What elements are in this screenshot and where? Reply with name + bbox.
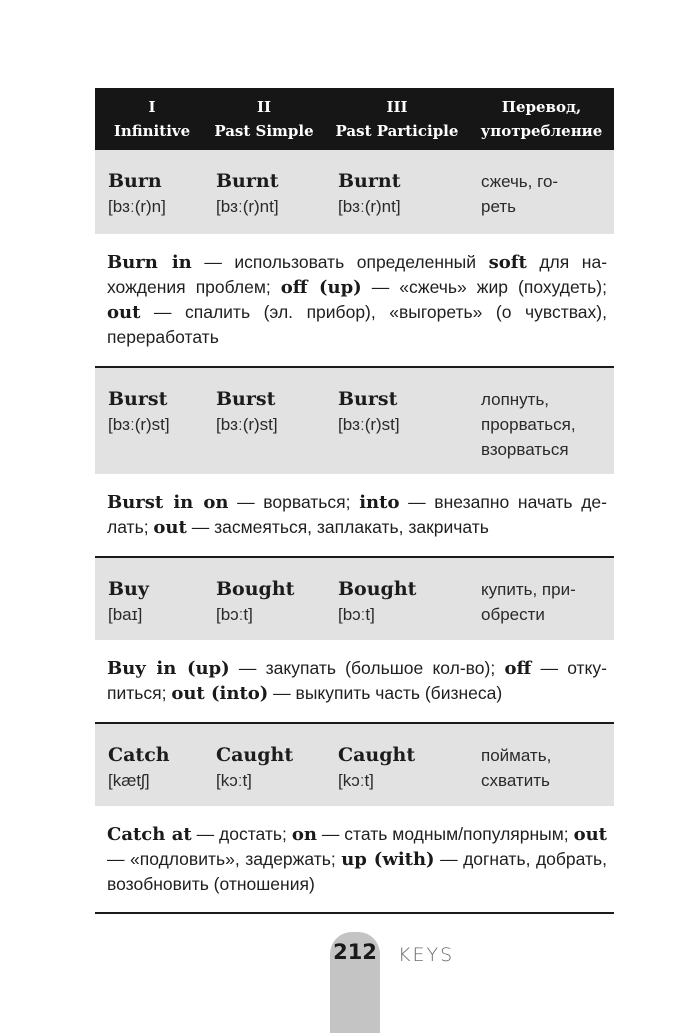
header-infinitive: I Infinitive: [113, 98, 191, 140]
phrasal-particle: soft: [488, 252, 527, 273]
usage-text: — спалить (эл. прибор), «выгореть» (о чувствах), переработать: [107, 302, 607, 347]
phrasal-particle: out (into): [171, 683, 269, 704]
phrasal-particle: out: [107, 302, 141, 323]
page-number: 212: [333, 940, 377, 964]
phrasal-particle: Catch at: [107, 824, 192, 845]
phrasal-particle: off (up): [280, 277, 362, 298]
phrasal-particle: Burn in: [107, 252, 192, 273]
phrasal-particle: Buy in (up): [107, 658, 230, 679]
verb-row-buy: [95, 558, 614, 640]
phrasal-particle: off: [504, 658, 532, 679]
usage-text: — «сжечь» жир (похудеть);: [361, 277, 607, 297]
translation-cell: купить, при- обрести: [481, 580, 576, 624]
phrasal-particle: out: [573, 824, 607, 845]
usage-text: — закупать (большое кол-во);: [229, 658, 505, 678]
infinitive-cell: Burst [bɜː(r)st]: [108, 388, 170, 434]
phrasal-particle: on: [291, 824, 317, 845]
past-participle-cell: Burnt [bɜː(r)nt]: [338, 170, 401, 216]
translation-cell: поймать, схватить: [481, 746, 552, 790]
phrasal-particle: up (with): [341, 849, 435, 870]
past-simple-cell: Bought [bɔːt]: [216, 578, 295, 624]
verb-table: [95, 88, 614, 914]
usage-text: — использовать определенный: [191, 252, 489, 272]
usage-text: для нахождения проблем;: [107, 252, 608, 297]
verb-row-catch: [95, 724, 614, 806]
translation-cell: лопнуть, прорваться, взорваться: [481, 390, 576, 459]
past-simple-cell: Burst [bɜː(r)st]: [216, 388, 278, 434]
infinitive-cell: Burn [bɜː(r)n]: [108, 170, 166, 216]
divider: [95, 912, 614, 914]
usage-note: [95, 640, 614, 722]
past-participle-cell: Caught [kɔːt]: [338, 744, 416, 790]
past-simple-cell: Burnt [bɜː(r)nt]: [216, 170, 279, 216]
usage-text: — догнать, добрать, возобновить (отношения): [107, 849, 607, 894]
usage-text: — внезапно начать делать;: [107, 492, 607, 537]
translation-cell: сжечь, го- реть: [481, 172, 559, 216]
infinitive-cell: Buy [baɪ]: [108, 578, 149, 624]
usage-text: — достать;: [191, 824, 292, 844]
table-header: [95, 88, 614, 150]
phrasal-particle: Burst in on: [107, 492, 229, 513]
past-participle-cell: Bought [bɔːt]: [338, 578, 417, 624]
usage-text: — засмеяться, заплакать, закричать: [186, 517, 489, 537]
header-translation: Перевод, употребление: [480, 98, 603, 140]
past-simple-cell: Caught [kɔːt]: [216, 744, 294, 790]
usage-text: — ворваться;: [228, 492, 360, 512]
section-label: KEYS: [398, 944, 455, 966]
usage-text: — откупиться;: [107, 658, 607, 703]
usage-text: — «подловить», задержать;: [107, 849, 342, 869]
usage-note: [95, 474, 614, 556]
header-past-simple: II Past Simple: [214, 98, 314, 140]
usage-note: [95, 806, 614, 912]
verb-row-burst: [95, 368, 614, 474]
phrasal-particle: out: [153, 517, 187, 538]
verb-row-burn: [95, 150, 614, 234]
usage-text: — стать модным/популярным;: [316, 824, 574, 844]
usage-note: [95, 234, 614, 366]
usage-text: — выкупить часть (бизнеса): [268, 683, 503, 703]
past-participle-cell: Burst [bɜː(r)st]: [338, 388, 400, 434]
infinitive-cell: Catch [kætʃ]: [108, 744, 170, 790]
phrasal-particle: into: [359, 492, 400, 513]
header-past-participle: III Past Participle: [335, 98, 459, 140]
